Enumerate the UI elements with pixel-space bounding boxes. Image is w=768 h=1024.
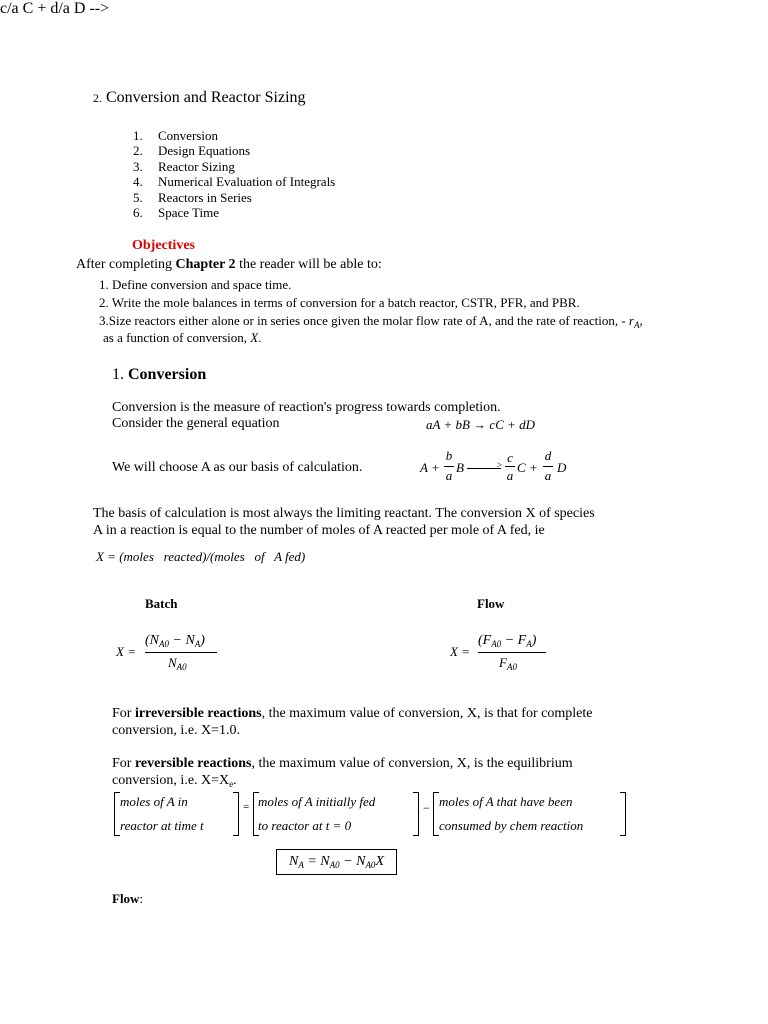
conversion-line-1: Conversion is the measure of reaction's progress towards completion.: [112, 400, 501, 415]
toc-item: 6. Space Time: [133, 205, 220, 221]
toc-list: [133, 128, 335, 220]
basis-text: We will choose A as our basis of calculation.: [112, 460, 363, 475]
toc-item: 1. Conversion: [133, 128, 218, 143]
toc-item: 4. Numerical Evaluation of Integrals: [133, 174, 336, 190]
objective-item-3: 3.Size reactors either alone or in series once given the molar flow rate of A, and the rate of reaction, - $r_A$,: [99, 313, 643, 330]
flow-conversion-formula: X = $(F_{A0} - F_A)$ $F_{A0}$: [450, 633, 560, 675]
conversion-line-2: Consider the general equation: [112, 416, 280, 431]
objective-item-2: 2. Write the mole balances in terms of conversion for a batch reactor, CSTR, PFR, and PBR.: [99, 295, 580, 310]
objective-item-1: 1. Define conversion and space time.: [99, 277, 292, 292]
basis-paragraph-line-2: A in a reaction is equal to the number of moles of A reacted per mole of A fed, ie: [93, 523, 545, 538]
flow-footer-label: Flow:: [112, 891, 144, 906]
flow-label: Flow: [477, 596, 505, 611]
section-title: Conversion and Reactor Sizing: [106, 89, 306, 106]
conversion-heading: 1. Conversion: [112, 366, 207, 383]
section-heading: [93, 89, 306, 107]
section-number: 2.: [93, 91, 102, 105]
irreversible-line-2: conversion, i.e. X=1.0.: [112, 723, 241, 738]
reversible-line-1: For reversible reactions, the maximum value of conversion, X, is the equilibrium: [112, 756, 573, 771]
objective-item-3-cont: as a function of conversion, X.: [103, 330, 262, 345]
objectives-heading: Objectives: [132, 238, 195, 253]
basis-paragraph-line-1: The basis of calculation is most always the limiting reactant. The conversion X of species: [93, 506, 595, 521]
objectives-intro: After completing Chapter 2 the reader will be able to:: [76, 257, 382, 272]
boxed-mole-equation: $N_A = N_{A0} - N_{A0}X$: [276, 849, 397, 875]
general-equation: aA + bB → cC + dD: [426, 417, 536, 432]
irreversible-line-1: For irreversible reactions, the maximum value of conversion, X, is that for complete: [112, 706, 593, 721]
toc-item: 3. Reactor Sizing: [133, 158, 235, 174]
batch-conversion-formula: X = $(N_{A0} - N_A)$ $N_{A0}$: [116, 633, 226, 675]
toc-item: 2. Design Equations: [133, 143, 251, 159]
normalized-reaction: A + b a B > c a C + d a D: [420, 448, 567, 483]
conversion-definition: X = (moles reacted)/(moles of A fed): [96, 549, 306, 564]
reversible-line-2: conversion, i.e. $X=X_e$.: [112, 773, 237, 789]
mole-balance-bracket-equation: moles of A in reactor at time t = moles of A initially fed to reactor at t = 0 − moles of A that have been consumed by chem reaction: [112, 790, 632, 838]
batch-label: Batch: [145, 596, 178, 611]
toc-item: 5. Reactors in Series: [133, 189, 252, 205]
